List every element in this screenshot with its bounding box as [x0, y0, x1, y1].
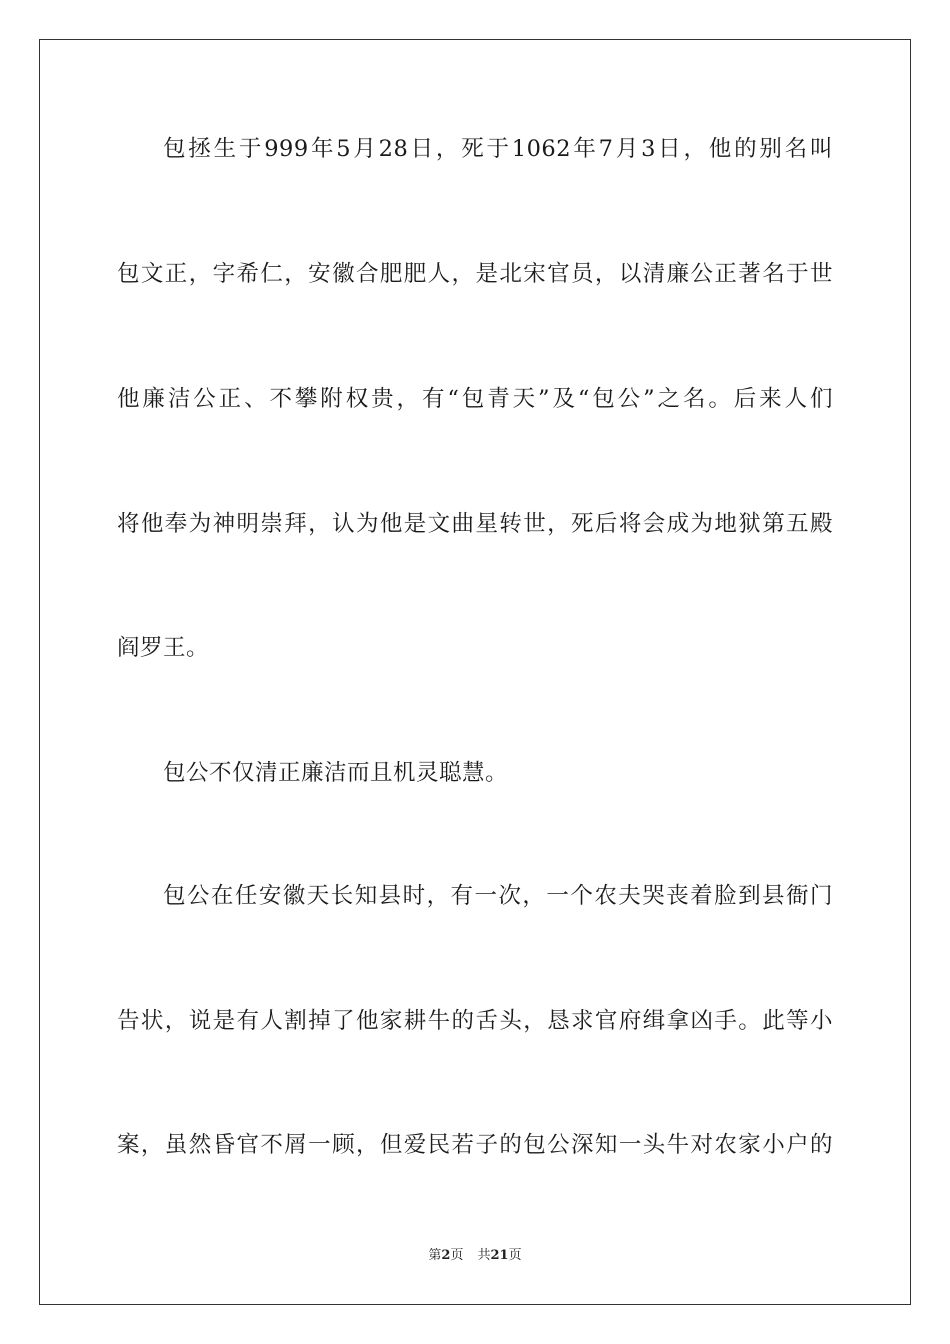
page-suffix: 页 [450, 1248, 464, 1263]
page-footer [0, 1247, 950, 1265]
paragraph-1-line-2: 包文正，字希仁，安徽合肥肥人，是北宋官员，以清廉公正著名于世 [117, 261, 833, 287]
total-suffix: 页 [508, 1248, 522, 1263]
paragraph-1-line-4: 将他奉为神明崇拜，认为他是文曲星转世，死后将会成为地狱第五殿 [117, 511, 833, 537]
total-prefix: 共 [477, 1248, 491, 1263]
paragraph-2-line-1: 包公不仅清正廉洁而且机灵聪慧。 [163, 760, 509, 786]
page-number: 2 [441, 1248, 451, 1263]
paragraph-1-line-3: 他廉洁公正、不攀附权贵，有“包青天”及“包公”之名。后来人们 [117, 386, 833, 412]
page-border [39, 39, 911, 1305]
paragraph-3-line-1: 包公在任安徽天长知县时，有一次，一个农夫哭丧着脸到县衙门 [163, 883, 833, 909]
paragraph-3-line-3: 案，虽然昏官不屑一顾，但爱民若子的包公深知一头牛对农家小户的 [117, 1132, 833, 1158]
paragraph-1-line-1: 包拯生于999年5月28日，死于1062年7月3日，他的别名叫 [163, 136, 833, 162]
paragraph-1-line-5: 阎罗王。 [117, 635, 210, 661]
page-prefix: 第 [428, 1248, 442, 1263]
paragraph-3-line-2: 告状，说是有人割掉了他家耕牛的舌头，恳求官府缉拿凶手。此等小 [117, 1008, 833, 1034]
total-pages: 21 [490, 1248, 509, 1263]
